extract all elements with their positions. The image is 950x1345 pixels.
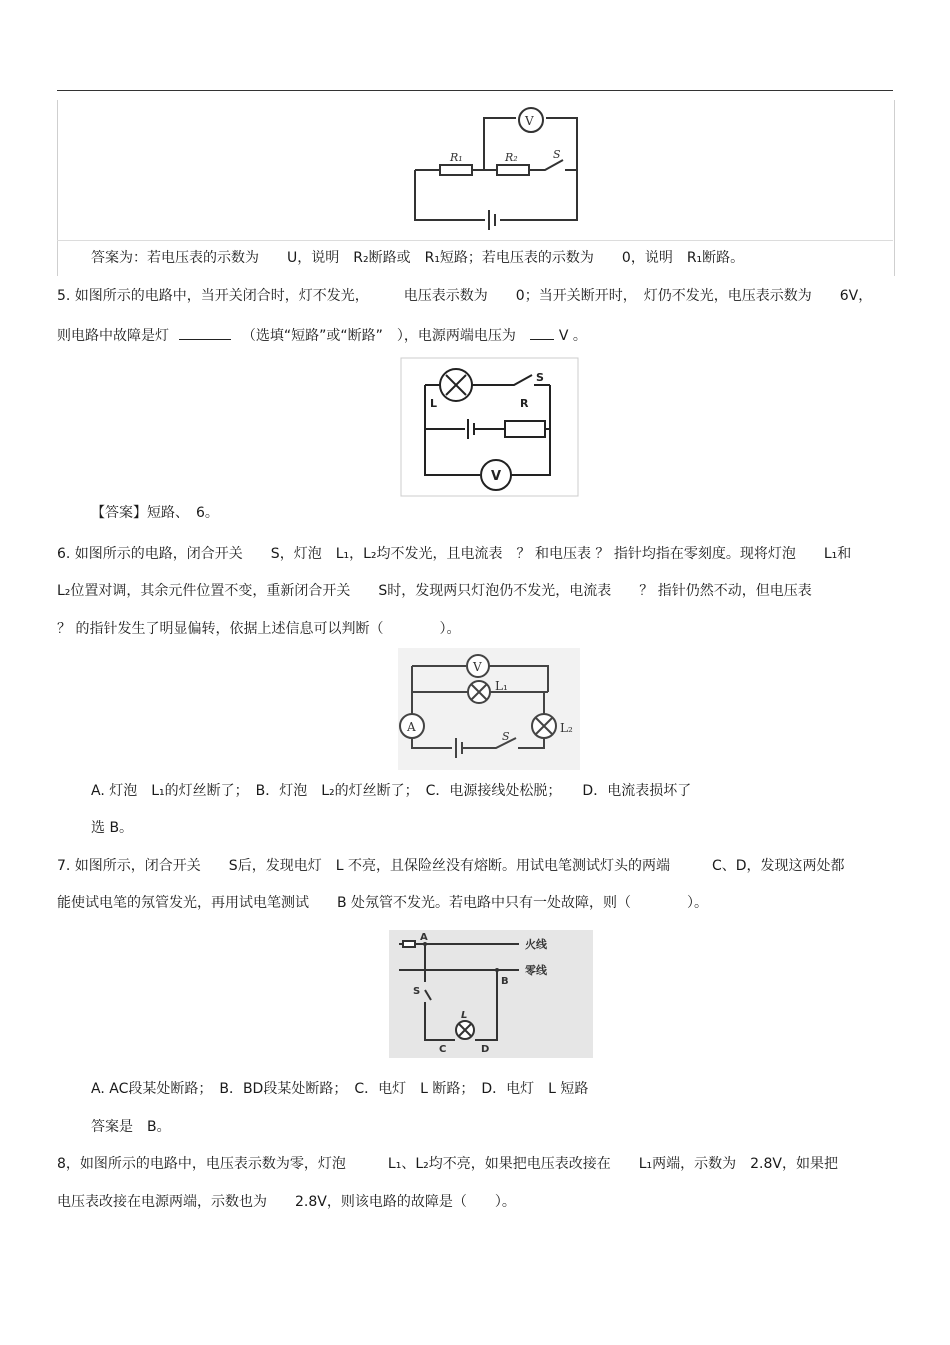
q5-circuit-figure bbox=[400, 357, 580, 497]
q5-stem-line1: 5. 如图所示的电路中，当开关闭合时，灯不发光， 电压表示数为 0；当开关断开时， 灯仍不发光，电压表示数为 6V， bbox=[57, 288, 873, 304]
q4-switch-label: S bbox=[553, 148, 561, 161]
q6-options: A. 灯泡 L₁的灯丝断了； B．灯泡 L₂的灯丝断了； C．电源接线处松脱； D．电流表损坏了 bbox=[91, 783, 692, 799]
q8-stem-line1: 8，如图所示的电路中，电压表示数为零，灯泡 L₁、L₂均不亮，如果把电压表改接在 L₁两端，示数为 2.8V，如果把 bbox=[57, 1156, 838, 1172]
q5-answer: 【答案】短路、 6。 bbox=[91, 505, 219, 521]
q6-answer: 选 B。 bbox=[91, 820, 134, 836]
q4-answer: 答案为：若电压表的示数为 U，说明 R₂断路或 R₁短路；若电压表的示数为 0，说明 R₁断路。 bbox=[91, 250, 745, 266]
q7-options: A. AC段某处断路； B．BD段某处断路； C．电灯 L 断路； D．电灯 L 短路 bbox=[91, 1081, 589, 1097]
q7-point-b-label: B bbox=[501, 976, 509, 987]
q6-lamp2-label: L₂ bbox=[560, 721, 573, 735]
q4-voltmeter-label: V bbox=[525, 114, 534, 128]
frame-separator bbox=[57, 240, 893, 241]
q7-circuit-figure bbox=[389, 930, 593, 1058]
q5-stem-line2 bbox=[57, 325, 587, 345]
q6-circuit-figure bbox=[398, 648, 580, 770]
q6-stem-line1: 6. 如图所示的电路，闭合开关 S，灯泡 L₁，L₂均不发光，且电流表 ？ 和电压表 ？ 指针均指在零刻度。现将灯泡 L₁和 bbox=[57, 546, 852, 562]
q6-voltmeter-label: V bbox=[473, 660, 482, 674]
q6-switch-label: S bbox=[502, 730, 510, 743]
header-rule bbox=[57, 90, 893, 91]
q5-stem-line2-part-a: 则电路中故障是灯 bbox=[57, 328, 169, 344]
q5-blank-voltage bbox=[530, 325, 554, 340]
q7-answer: 答案是 B。 bbox=[91, 1119, 171, 1135]
q4-r1-label: R₁ bbox=[450, 151, 463, 164]
q6-stem-line2: L₂位置对调，其余元件位置不变，重新闭合开关 S时，发现两只灯泡仍不发光，电流表 ？ 指针仍然不动，但电压表 bbox=[57, 583, 812, 599]
q5-stem-line2-part-b: （选填“短路”或“断路” ），电源两端电压为 bbox=[241, 328, 516, 344]
q5-switch-label: S bbox=[536, 371, 544, 384]
q5-blank-fault-type bbox=[179, 325, 231, 340]
q7-neutral-wire-label: 零线 bbox=[525, 964, 547, 977]
q7-point-d-label: D bbox=[481, 1044, 490, 1055]
q7-stem-line2: 能使试电笔的氖管发光，再用试电笔测试 B 处氖管不发光。若电路中只有一处故障，则（ ）。 bbox=[57, 895, 709, 911]
q4-r2-label: R₂ bbox=[505, 151, 518, 164]
q5-voltmeter-label: V bbox=[491, 469, 502, 484]
q7-live-wire-label: 火线 bbox=[525, 938, 547, 951]
q6-lamp1-label: L₁ bbox=[495, 679, 508, 693]
q6-stem-line3: ？ 的指针发生了明显偏转，依据上述信息可以判断（ ）。 bbox=[57, 621, 461, 637]
q7-lamp-label: L bbox=[461, 1010, 468, 1021]
q5-lamp-label: L bbox=[430, 397, 438, 410]
q7-point-c-label: C bbox=[439, 1044, 447, 1055]
q8-stem-line2: 电压表改接在电源两端，示数也为 2.8V，则该电路的故障是（ ）。 bbox=[57, 1194, 516, 1210]
q7-point-a-label: A bbox=[420, 932, 428, 943]
q4-circuit-figure bbox=[405, 100, 590, 230]
q6-ammeter-label: A bbox=[407, 720, 416, 734]
q7-stem-line1: 7. 如图所示，闭合开关 S后，发现电灯 L 不亮，且保险丝没有熔断。用试电笔测试灯头的两端 C、D，发现这两处都 bbox=[57, 858, 845, 874]
q5-resistor-label: R bbox=[520, 397, 529, 410]
q7-switch-label: S bbox=[413, 986, 421, 997]
q5-stem-line2-part-c: V 。 bbox=[558, 328, 587, 344]
